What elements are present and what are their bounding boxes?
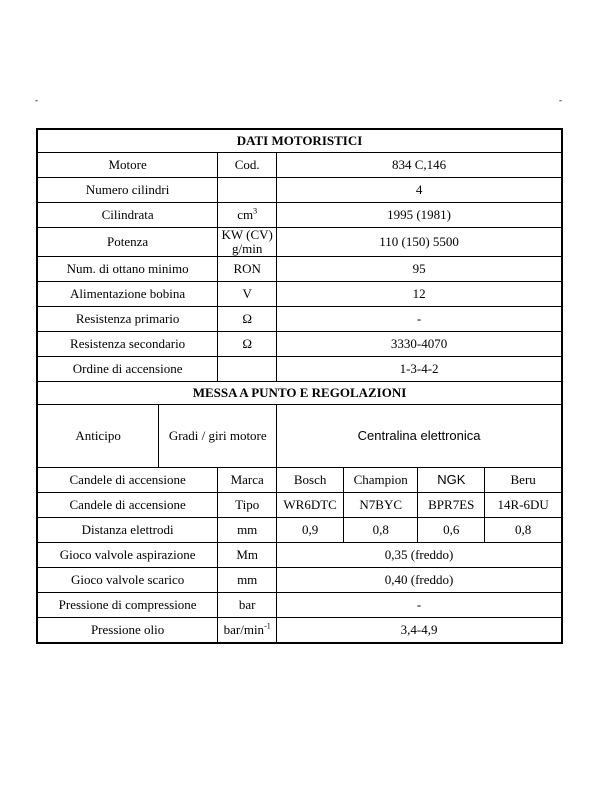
row-unit: Cod. <box>218 153 277 178</box>
gap-cell: 0,6 <box>418 518 485 543</box>
row-value: 834 C,146 <box>277 153 562 178</box>
brand-cell: Champion <box>344 468 418 493</box>
row-value: 12 <box>277 282 562 307</box>
type-cell: WR6DTC <box>277 493 344 518</box>
row-label: Motore <box>37 153 218 178</box>
row-unit: mm <box>218 518 277 543</box>
row-unit: bar <box>218 593 277 618</box>
row-value: - <box>277 307 562 332</box>
brand-cell: Bosch <box>277 468 344 493</box>
row-value: 1-3-4-2 <box>277 357 562 382</box>
row-value: 0,35 (freddo) <box>277 543 562 568</box>
row-unit: Ω <box>218 307 277 332</box>
row-label: Resistenza secondario <box>37 332 218 357</box>
anticipo-unit: Gradi / giri motore <box>159 405 277 468</box>
unit-base: cm <box>237 207 254 222</box>
type-cell: N7BYC <box>344 493 418 518</box>
anticipo-value: Centralina elettronica <box>277 405 562 468</box>
brand-cell: NGK <box>418 468 485 493</box>
row-value: 95 <box>277 257 562 282</box>
brand-cell: Beru <box>485 468 562 493</box>
row-label: Gioco valvole aspirazione <box>37 543 218 568</box>
row-label: Potenza <box>37 228 218 257</box>
unit-line-2: g/min <box>232 241 263 256</box>
row-unit: RON <box>218 257 277 282</box>
row-value: 1995 (1981) <box>277 203 562 228</box>
row-value: - <box>277 593 562 618</box>
row-unit <box>218 203 277 228</box>
row-value: 110 (150) 5500 <box>277 228 562 257</box>
row-unit <box>218 357 277 382</box>
type-cell: BPR7ES <box>418 493 485 518</box>
row-label: Alimentazione bobina <box>37 282 218 307</box>
row-label: Pressione olio <box>37 618 218 644</box>
row-value: 3330-4070 <box>277 332 562 357</box>
row-label: Ordine di accensione <box>37 357 218 382</box>
unit-superscript: -1 <box>264 621 271 631</box>
type-cell: 14R-6DU <box>485 493 562 518</box>
section-title-engine-data: DATI MOTORISTICI <box>37 129 562 153</box>
row-unit: Marca <box>218 468 277 493</box>
row-unit <box>218 228 277 257</box>
page-mark-right: - <box>559 95 562 105</box>
row-label: Num. di ottano minimo <box>37 257 218 282</box>
row-label: Numero cilindri <box>37 178 218 203</box>
unit-superscript: 3 <box>253 206 258 216</box>
row-unit: mm <box>218 568 277 593</box>
row-unit <box>218 178 277 203</box>
row-unit: Ω <box>218 332 277 357</box>
anticipo-label: Anticipo <box>37 405 159 468</box>
gap-cell: 0,9 <box>277 518 344 543</box>
row-value: 3,4-4,9 <box>277 618 562 644</box>
row-unit: Mm <box>218 543 277 568</box>
row-label: Pressione di compressione <box>37 593 218 618</box>
row-label: Gioco valvole scarico <box>37 568 218 593</box>
row-unit: Tipo <box>218 493 277 518</box>
row-label: Resistenza primario <box>37 307 218 332</box>
page-mark-left: - <box>35 95 38 105</box>
row-label: Cilindrata <box>37 203 218 228</box>
row-value: 4 <box>277 178 562 203</box>
row-unit <box>218 618 277 644</box>
section-title-tuning: MESSA A PUNTO E REGOLAZIONI <box>37 382 562 405</box>
unit-base: bar/min <box>223 622 265 637</box>
gap-cell: 0,8 <box>485 518 562 543</box>
row-label: Candele di accensione <box>37 468 218 493</box>
row-value: 0,40 (freddo) <box>277 568 562 593</box>
engine-data-table <box>36 128 563 644</box>
unit-line-1: KW (CV) <box>221 227 273 242</box>
row-label: Distanza elettrodi <box>37 518 218 543</box>
gap-cell: 0,8 <box>344 518 418 543</box>
row-label: Candele di accensione <box>37 493 218 518</box>
row-unit: V <box>218 282 277 307</box>
